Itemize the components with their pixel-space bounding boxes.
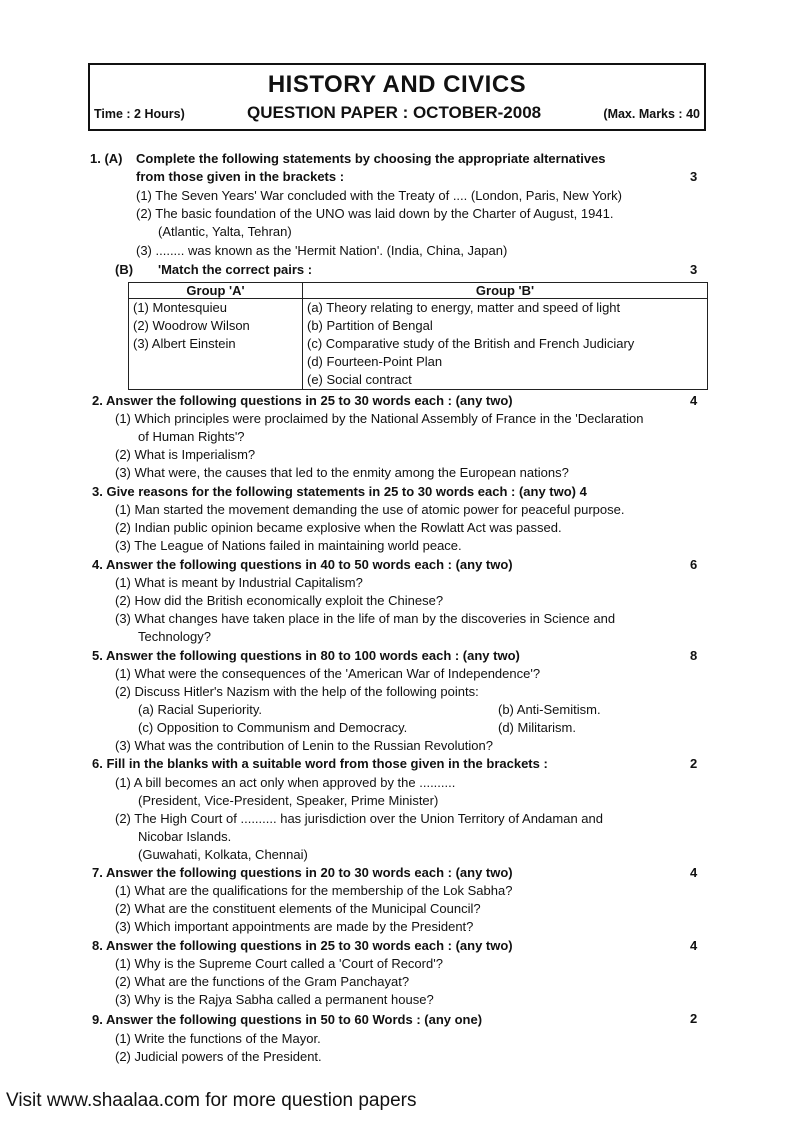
q1-instruction-line1: Complete the following statements by choosing the appropriate alternatives (136, 151, 606, 166)
q2-marks: 4 (690, 393, 698, 408)
q8-marks: 4 (690, 938, 698, 953)
group-b-item: (b) Partition of Bengal (307, 318, 433, 333)
q7-item-2: (2) What are the constituent elements of the Municipal Council? (115, 901, 481, 916)
q3-item-2: (2) Indian public opinion became explosive when the Rowlatt Act was passed. (115, 520, 562, 535)
q6-item-2-cont: Nicobar Islands. (138, 829, 232, 844)
q1-item-2: (2) The basic foundation of the UNO was laid down by the Charter of August, 1941. (136, 206, 614, 221)
paper-label: QUESTION PAPER : OCTOBER-2008 (247, 103, 542, 122)
q3-item-3: (3) The League of Nations failed in maintaining world peace. (115, 538, 462, 553)
max-marks-label: (Max. Marks : 40 (603, 107, 700, 121)
match-pairs-table (128, 282, 708, 390)
q1-item-3: (3) ........ was known as the 'Hermit Nation'. (India, China, Japan) (136, 243, 508, 258)
q2-item-1: (1) Which principles were proclaimed by the National Assembly of France in the 'Declaration (115, 411, 644, 426)
q5-point-b: (b) Anti-Semitism. (498, 702, 601, 717)
q8-heading: 8. Answer the following questions in 25 to 30 words each : (any two) (92, 938, 513, 953)
q5-point-a: (a) Racial Superiority. (138, 702, 263, 717)
match-table-header-row (129, 283, 708, 299)
q5-heading: 5. Answer the following questions in 80 to 100 words each : (any two) (92, 648, 520, 663)
group-b-header: Group 'B' (303, 283, 708, 299)
q4-item-2: (2) How did the British economically exploit the Chinese? (115, 593, 444, 608)
group-b-item: (a) Theory relating to energy, matter and speed of light (307, 300, 621, 315)
q6-item-1: (1) A bill becomes an act only when approved by the .......... (115, 775, 456, 790)
q6-item-2: (2) The High Court of .......... has jurisdiction over the Union Territory of Andaman and (115, 811, 603, 826)
q3-heading: 3. Give reasons for the following statements in 25 to 30 words each : (any two) 4 (92, 484, 587, 499)
q6-item-2-options: (Guwahati, Kolkata, Chennai) (138, 847, 308, 862)
q5-item-2: (2) Discuss Hitler's Nazism with the help of the following points: (115, 684, 479, 699)
match-table-body-row (129, 299, 708, 390)
header-info-line (94, 103, 700, 123)
q6-heading: 6. Fill in the blanks with a suitable word from those given in the brackets : (92, 756, 548, 771)
q9-item-1: (1) Write the functions of the Mayor. (115, 1031, 321, 1046)
q7-heading: 7. Answer the following questions in 20 to 30 words each : (any two) (92, 865, 513, 880)
q7-marks: 4 (690, 865, 698, 880)
q7-item-1: (1) What are the qualifications for the membership of the Lok Sabha? (115, 883, 513, 898)
q1-item-1: (1) The Seven Years' War concluded with the Treaty of .... (London, Paris, New York) (136, 188, 622, 203)
q4-marks: 6 (690, 557, 698, 572)
group-b-column (303, 299, 708, 390)
q7-item-3: (3) Which important appointments are made by the President? (115, 919, 474, 934)
q5-marks: 8 (690, 648, 698, 663)
q8-item-2: (2) What are the functions of the Gram Panchayat? (115, 974, 410, 989)
q4-item-3-cont: Technology? (138, 629, 211, 644)
group-a-item: (3) Albert Einstein (133, 336, 236, 351)
q4-item-3: (3) What changes have taken place in the life of man by the discoveries in Science and (115, 611, 616, 626)
q1-number: 1. (A) (90, 151, 123, 166)
q9-item-2: (2) Judicial powers of the President. (115, 1049, 322, 1064)
q4-heading: 4. Answer the following questions in 40 to 50 words each : (any two) (92, 557, 513, 572)
paper-title: HISTORY AND CIVICS (267, 71, 527, 98)
q1b-marks: 3 (690, 262, 698, 277)
q1-item-2-options: (Atlantic, Yalta, Tehran) (158, 224, 292, 239)
group-a-column (129, 299, 303, 390)
q6-marks: 2 (690, 756, 698, 771)
q2-item-2: (2) What is Imperialism? (115, 447, 256, 462)
q1b-instruction: 'Match the correct pairs : (158, 262, 313, 277)
q8-item-1: (1) Why is the Supreme Court called a 'Court of Record'? (115, 956, 443, 971)
group-a-header: Group 'A' (129, 283, 303, 299)
header-box (88, 63, 706, 131)
q2-heading: 2. Answer the following questions in 25 to 30 words each : (any two) (92, 393, 513, 408)
q3-item-1: (1) Man started the movement demanding the use of atomic power for peaceful purpose. (115, 502, 625, 517)
q9-marks: 2 (690, 1011, 698, 1026)
q5-point-d: (d) Militarism. (498, 720, 576, 735)
footer-note: Visit www.shaalaa.com for more question papers (6, 1090, 417, 1111)
q1-instruction-line2: from those given in the brackets : (136, 169, 345, 184)
q1-marks: 3 (690, 169, 698, 184)
q4-item-1: (1) What is meant by Industrial Capitalism? (115, 575, 363, 590)
q2-item-3: (3) What were, the causes that led to the enmity among the European nations? (115, 465, 569, 480)
q6-item-1-options: (President, Vice-President, Speaker, Prime Minister) (138, 793, 439, 808)
time-label: Time : 2 Hours) (94, 107, 185, 121)
q5-point-c: (c) Opposition to Communism and Democracy. (138, 720, 408, 735)
q1b-label: (B) (115, 262, 134, 277)
group-b-item: (c) Comparative study of the British and French Judiciary (307, 336, 635, 351)
group-a-item: (1) Montesquieu (133, 300, 227, 315)
group-b-item: (e) Social contract (307, 372, 412, 387)
q2-item-1-cont: of Human Rights'? (138, 429, 245, 444)
q5-item-3: (3) What was the contribution of Lenin to the Russian Revolution? (115, 738, 493, 753)
group-b-item: (d) Fourteen-Point Plan (307, 354, 443, 369)
q8-item-3: (3) Why is the Rajya Sabha called a permanent house? (115, 992, 434, 1007)
q9-heading: 9. Answer the following questions in 50 to 60 Words : (any one) (92, 1012, 483, 1027)
group-a-item: (2) Woodrow Wilson (133, 318, 250, 333)
q5-item-1: (1) What were the consequences of the 'American War of Independence'? (115, 666, 541, 681)
